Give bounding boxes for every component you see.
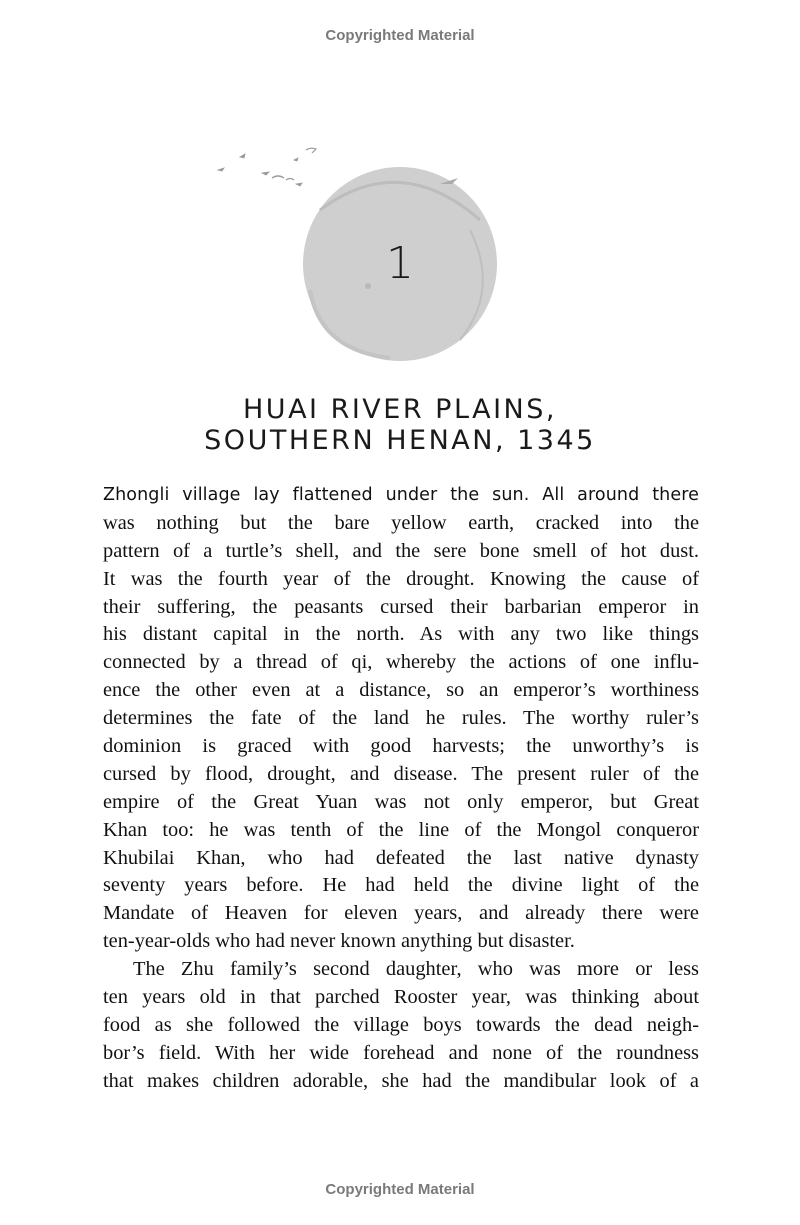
text-line: ten-year-olds who had never known anything but disaster. bbox=[103, 930, 575, 953]
text-line: determines the fate of the land he rules. The worthy ruler’s bbox=[103, 707, 699, 730]
text-line: Khan too: he was tenth of the line of the Mongol conqueror bbox=[103, 818, 699, 841]
text-line: The Zhu family’s second daughter, who was more or less bbox=[133, 958, 699, 981]
chapter-heading bbox=[0, 394, 800, 456]
text-line: that makes children adorable, she had the mandibular look of a bbox=[103, 1069, 699, 1092]
text-line: Khubilai Khan, who had defeated the last native dynasty bbox=[103, 846, 699, 869]
chapter-number: 1 bbox=[386, 238, 414, 289]
text-line: their suffering, the peasants cursed their barbarian emperor in bbox=[103, 595, 699, 618]
chapter-heading-line-2: SOUTHERN HENAN, 1345 bbox=[204, 425, 596, 456]
text-line: was nothing but the bare yellow earth, cracked into the bbox=[103, 511, 699, 534]
text-line: connected by a thread of qi, whereby the actions of one influ- bbox=[103, 651, 699, 674]
text-line: food as she followed the village boys towards the dead neigh- bbox=[103, 1013, 699, 1036]
text-line: empire of the Great Yuan was not only emperor, but Great bbox=[103, 790, 699, 813]
text-line: pattern of a turtle’s shell, and the sere bone smell of hot dust. bbox=[103, 539, 699, 562]
paragraph-2 bbox=[103, 956, 699, 1095]
text-line: Zhongli village lay flattened under the sun. All around there bbox=[103, 485, 699, 505]
chapter-heading-line-1: HUAI RIVER PLAINS, bbox=[243, 394, 557, 425]
text-line: ten years old in that parched Rooster year, was thinking about bbox=[103, 986, 699, 1009]
text-line: cursed by flood, drought, and disease. The present ruler of the bbox=[103, 762, 699, 785]
bird-flock-icon bbox=[218, 148, 316, 186]
text-line: bor’s field. With her wide forehead and none of the roundness bbox=[103, 1041, 699, 1064]
body-text bbox=[103, 482, 699, 1096]
text-line: ence the other even at a distance, so an emperor’s worthiness bbox=[103, 679, 699, 702]
text-line: his distant capital in the north. As with any two like things bbox=[103, 623, 699, 646]
text-line: It was the fourth year of the drought. Knowing the cause of bbox=[103, 567, 699, 590]
text-line: Mandate of Heaven for eleven years, and already there were bbox=[103, 902, 699, 925]
paragraph-1 bbox=[103, 482, 699, 956]
copyright-watermark-top: Copyrighted Material bbox=[325, 27, 475, 44]
text-line: dominion is graced with good harvests; the unworthy’s is bbox=[103, 735, 699, 758]
text-line: seventy years before. He had held the divine light of the bbox=[103, 874, 699, 897]
copyright-watermark-bottom: Copyrighted Material bbox=[325, 1181, 475, 1198]
